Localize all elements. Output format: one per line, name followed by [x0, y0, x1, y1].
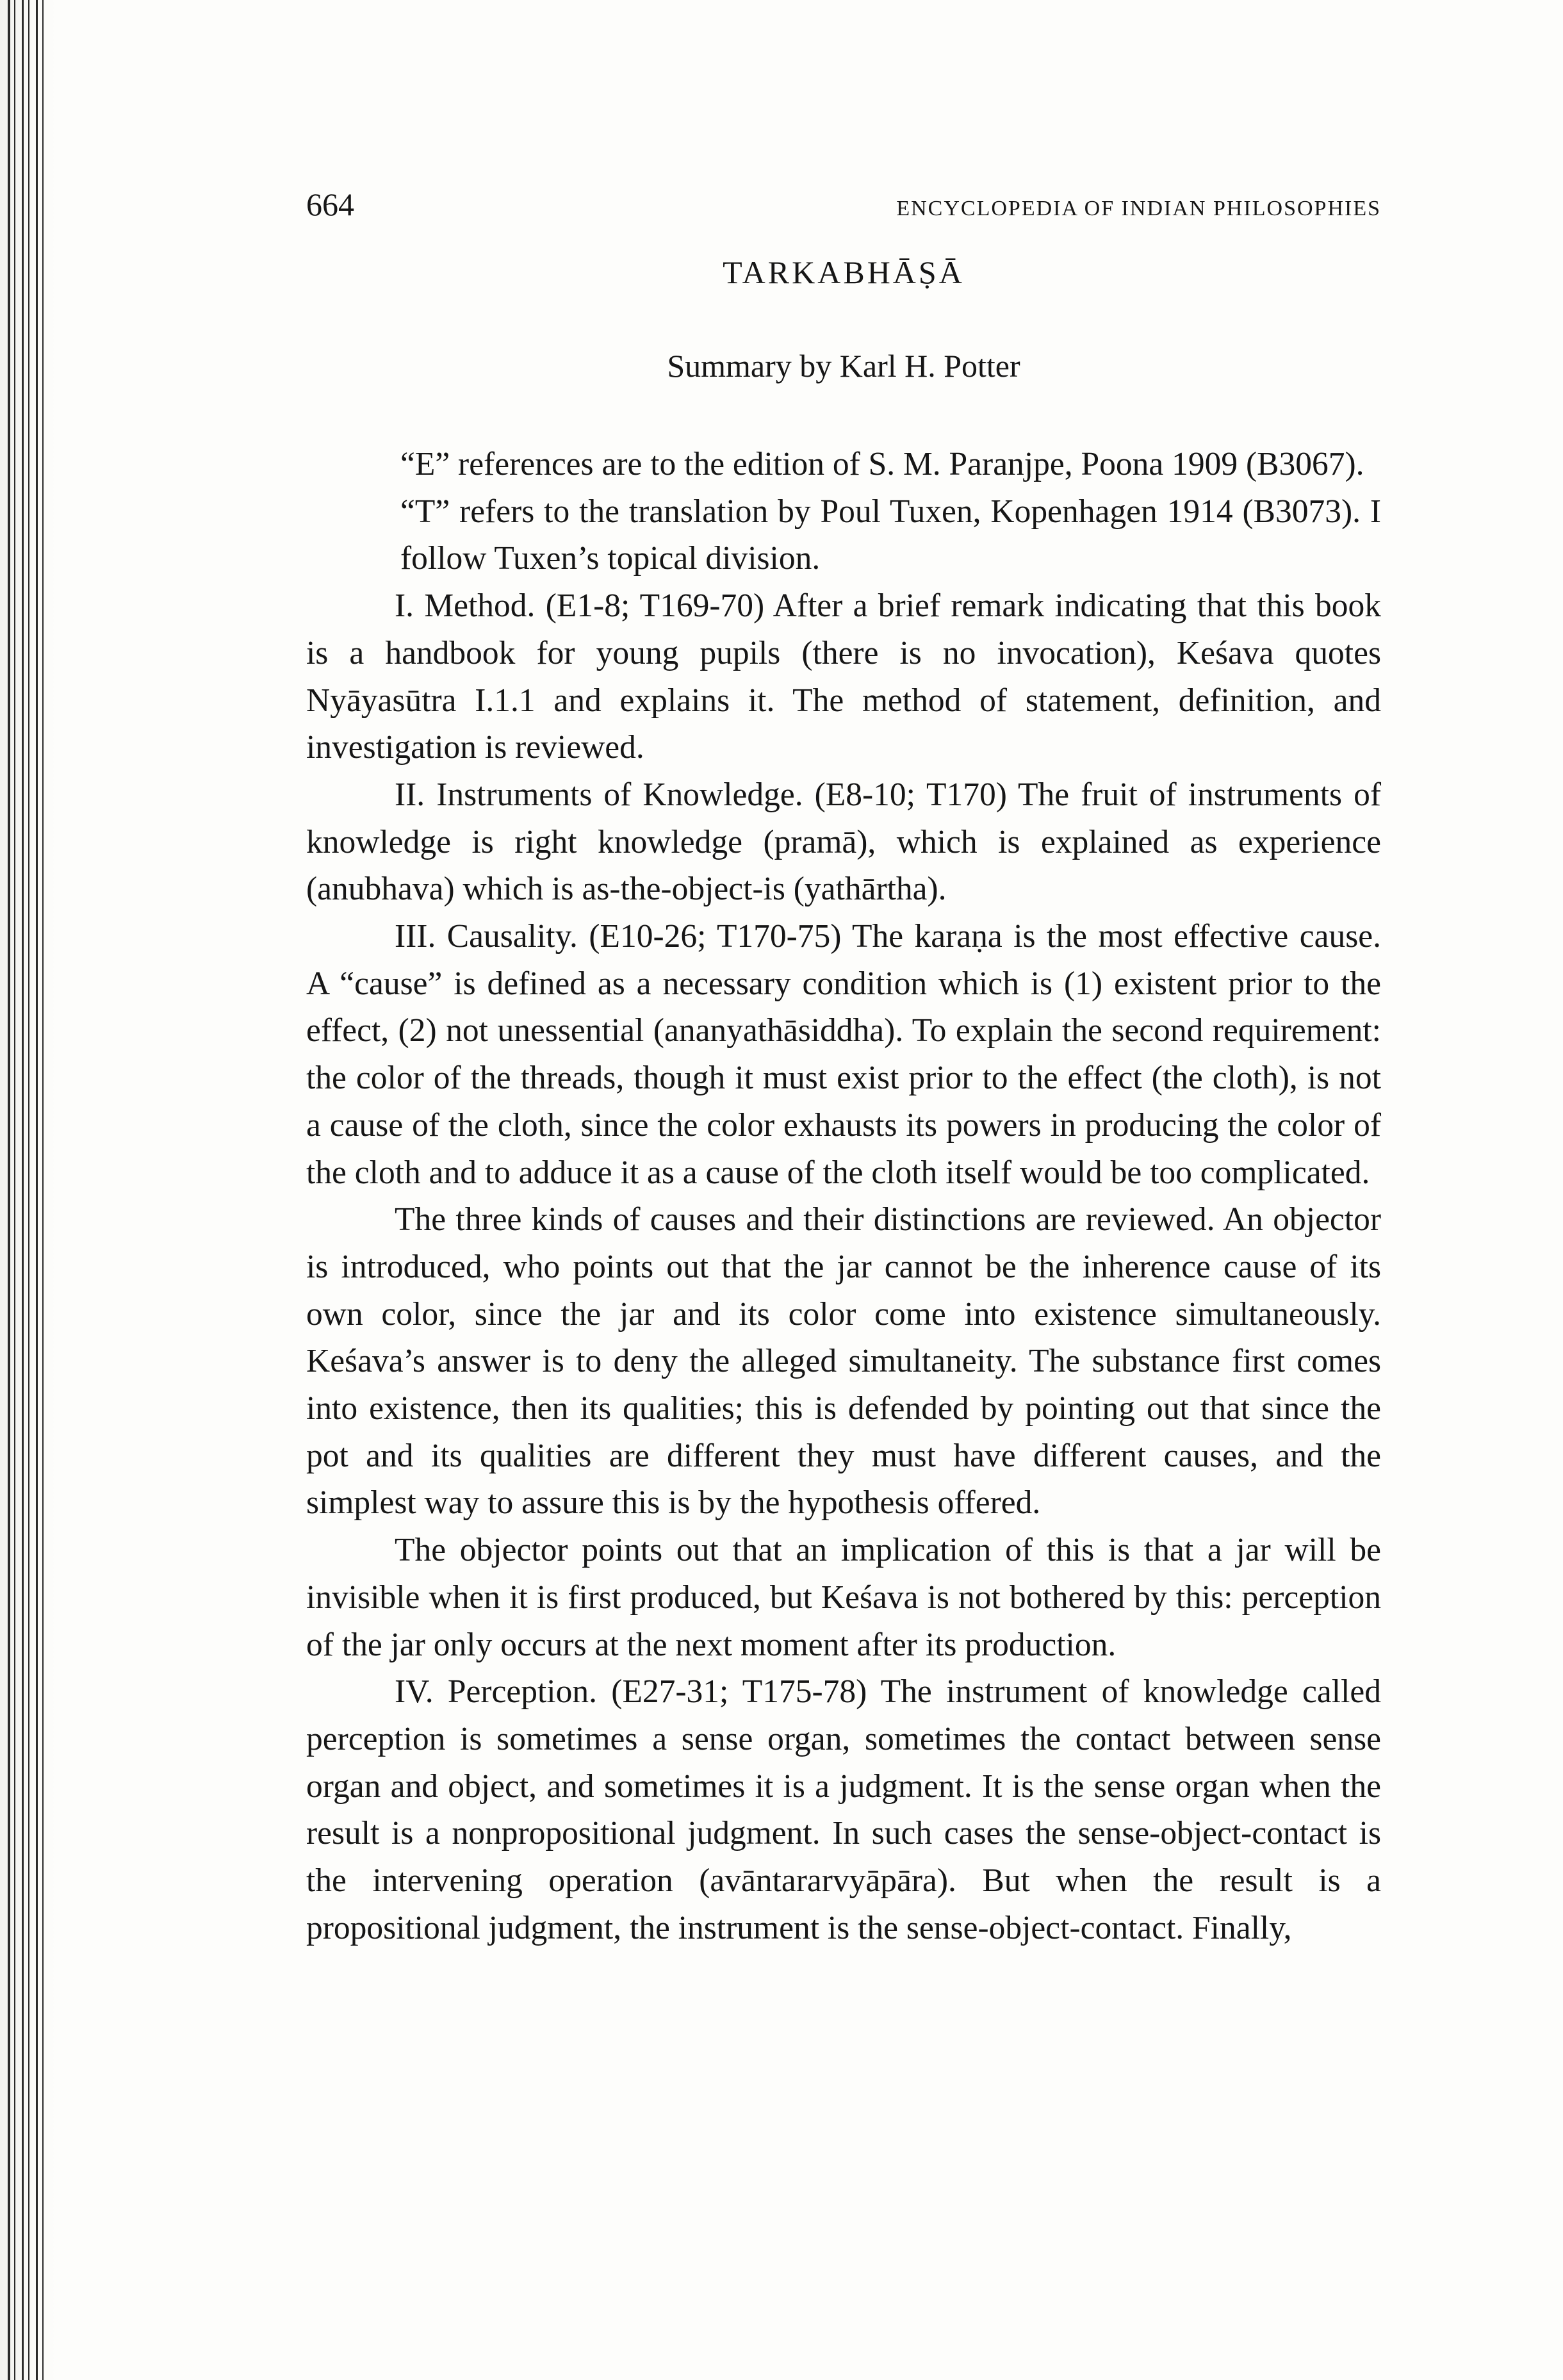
- article-title: TARKABHĀṢĀ: [723, 254, 965, 290]
- reference-note-edition: “E” references are to the edition of S. M. Paranjpe, Poona 1909 (B3067).: [400, 446, 1364, 482]
- section-instruments-of-knowledge: II. Instruments of Knowledge. (E8-10; T170) The fruit of instruments of knowledge is right knowledge (pramā), which is explained as experience (anubhava) which is as-the-object-is (yathārtha).: [306, 776, 1381, 908]
- article-byline: Summary by Karl H. Potter: [667, 348, 1020, 384]
- paragraph-kinds-of-causes: The three kinds of causes and their distinctions are reviewed. An objector is introduced, who points out that the jar cannot be the inherence cause of its own color, since the jar and its color come into existence simultaneously. Keśava’s answer is to deny the alleged simultaneity. The substance first comes into existence, then its qualities; this is defended by pointing out that since the pot and its qualities are different they must have different causes, and the simplest way to assure this is by the hypothesis offered.: [306, 1201, 1381, 1522]
- book-page: [306, 186, 1381, 1952]
- running-head: [306, 186, 1381, 231]
- reference-note-translation: “T” refers to the translation by Poul Tuxen, Kopenhagen 1914 (B3073). I follow Tuxen’s topical division.: [400, 493, 1381, 577]
- section-method: I. Method. (E1-8; T169-70) After a brief remark indicating that this book is a handbook for young pupils (there is no invocation), Keśava quotes Nyāyasūtra I.1.1 and explains it. The method of statement, definition, and investigation is reviewed.: [306, 587, 1381, 766]
- page-number: 664: [306, 186, 354, 222]
- binding-rule: [8, 0, 10, 2380]
- binding-rule: [28, 0, 29, 2380]
- section-perception: IV. Perception. (E27-31; T175-78) The instrument of knowledge called perception is sometimes a sense organ, sometimes the contact between sense organ and object, and sometimes it is a judgment. It is the sense organ when the result is a nonpropositional judgment. In such cases the sense-object-contact is the intervening operation (avāntararvyāpāra). But when the result is a propositional judgment, the instrument is the sense-object-contact. Finally,: [306, 1673, 1381, 1946]
- page-binding-edge: [0, 0, 58, 2380]
- binding-rule: [42, 0, 44, 2380]
- section-causality: III. Causality. (E10-26; T170-75) The karaṇa is the most effective cause. A “cause” is defined as a necessary condition which is (1) existent prior to the effect, (2) not unessential (ananyathāsiddha). To explain the second requirement: the color of the threads, though it must exist prior to the effect (the cloth), is not a cause of the cloth, since the color exhausts its powers in producing the color of the cloth and to adduce it as a cause of the cloth itself would be too complicated.: [306, 918, 1381, 1191]
- binding-rule: [22, 0, 24, 2380]
- running-title: ENCYCLOPEDIA OF INDIAN PHILOSOPHIES: [896, 197, 1381, 220]
- paragraph-objector-jar: The objector points out that an implication of this is that a jar will be invisible when it is first produced, but Keśava is not bothered by this: perception of the jar only occurs at the next moment after its production.: [306, 1532, 1381, 1663]
- binding-rule: [14, 0, 15, 2380]
- binding-rule: [36, 0, 38, 2380]
- article-body: [306, 441, 1381, 1952]
